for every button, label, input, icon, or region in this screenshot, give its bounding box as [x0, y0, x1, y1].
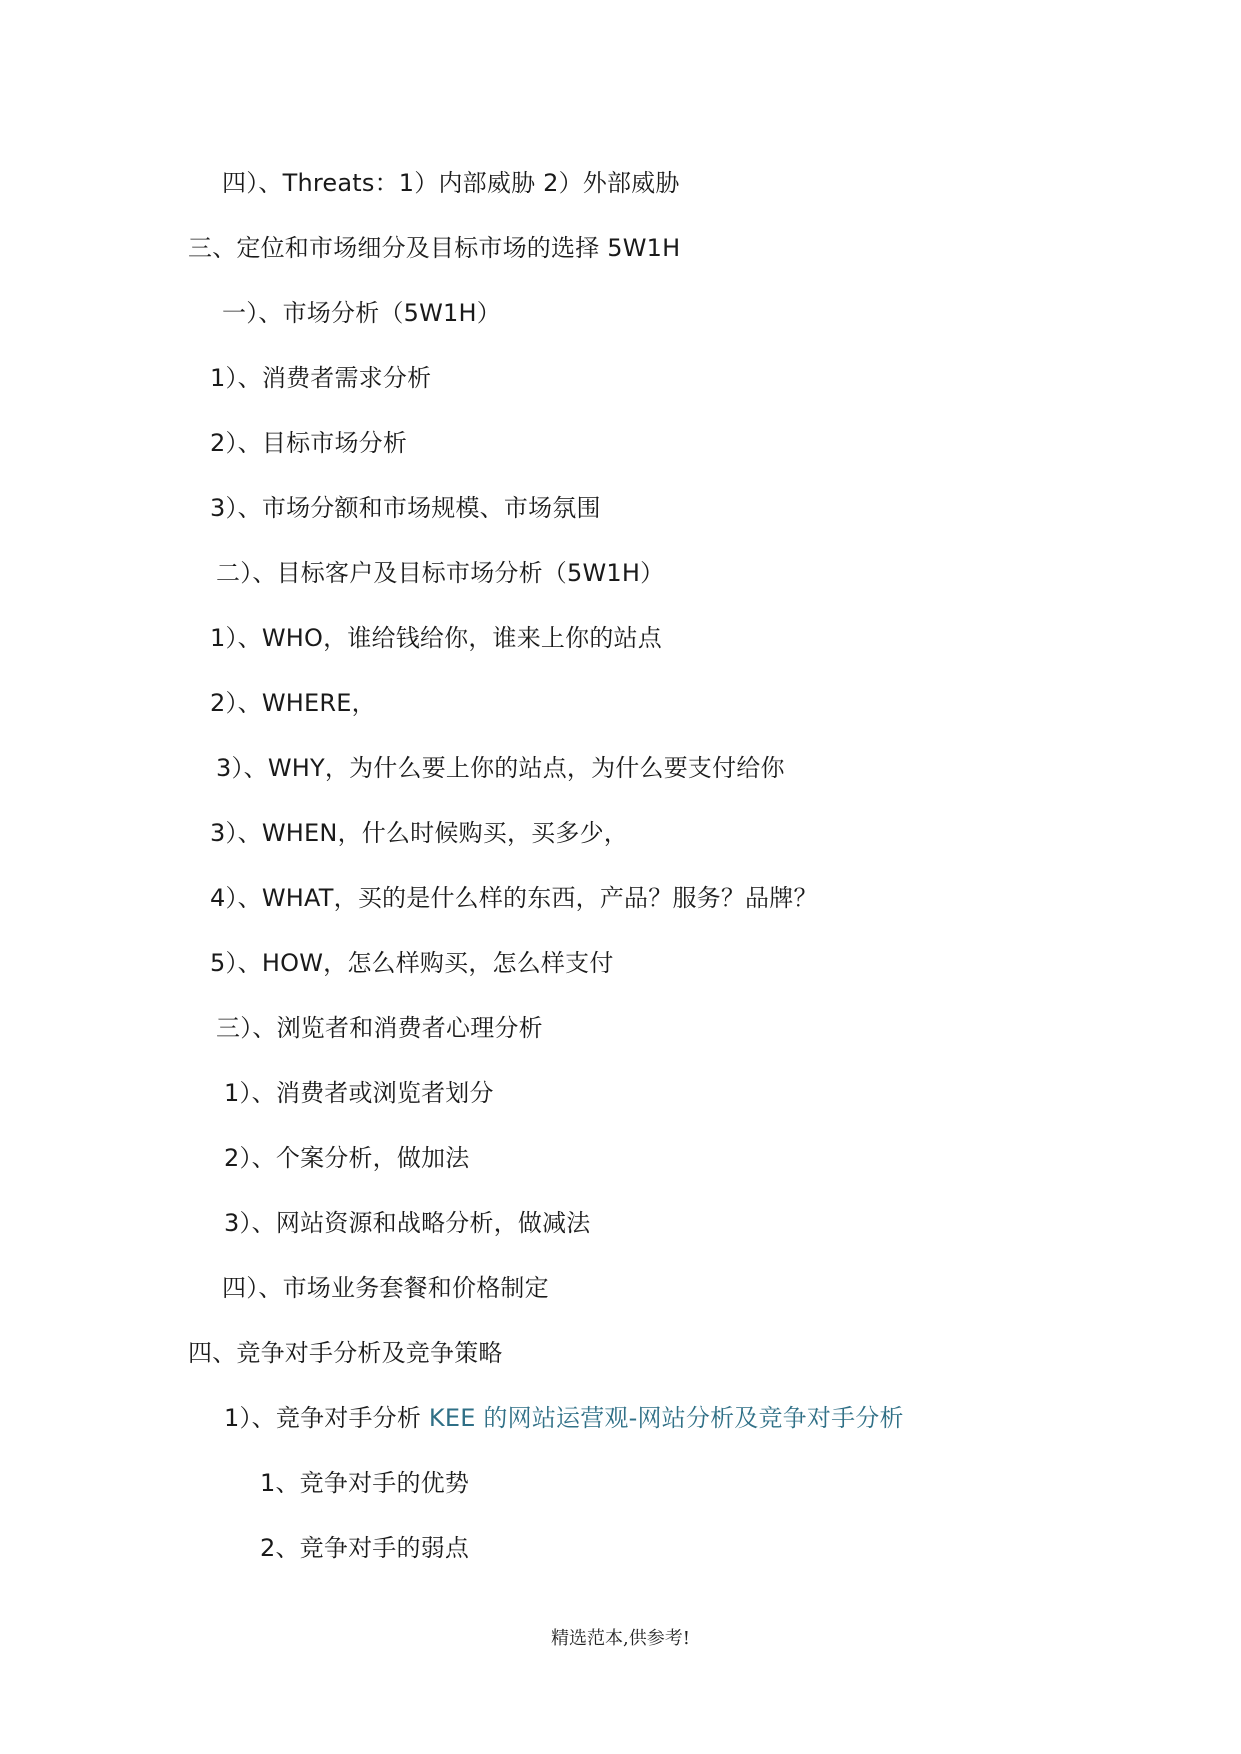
- subsection-heading: 一）、市场分析（5W1H）: [222, 299, 501, 327]
- doc-line: 2、竞争对手的弱点: [260, 1534, 470, 1562]
- article-link[interactable]: KEE 的网站运营观-网站分析及竞争对手分析: [428, 1404, 904, 1432]
- section-heading: 三、定位和市场细分及目标市场的选择 5W1H: [188, 234, 681, 262]
- doc-line: 1、竞争对手的优势: [260, 1469, 470, 1497]
- doc-line: 2）、目标市场分析: [210, 429, 408, 457]
- doc-line: 3）、网站资源和战略分析，做减法: [224, 1209, 591, 1237]
- doc-line: 1）、消费者或浏览者划分: [224, 1079, 494, 1107]
- section-heading: 四、竞争对手分析及竞争策略: [188, 1339, 503, 1367]
- doc-line: 1）、WHO，谁给钱给你，谁来上你的站点: [210, 624, 662, 652]
- doc-line: 3）、WHEN，什么时候购买，买多少，: [210, 819, 628, 847]
- doc-line-with-link: [224, 1403, 904, 1433]
- doc-line-text: 1）、竞争对手分析: [224, 1404, 422, 1432]
- doc-line: 4）、WHAT，买的是什么样的东西，产品？服务？品牌？: [210, 884, 818, 912]
- subsection-heading: 四）、市场业务套餐和价格制定: [222, 1274, 549, 1302]
- subsection-heading: 三）、浏览者和消费者心理分析: [216, 1014, 543, 1042]
- doc-line: 2）、WHERE，: [210, 689, 376, 717]
- doc-line: 5）、HOW，怎么样购买，怎么样支付: [210, 949, 614, 977]
- doc-line: 四）、Threats：1）内部威胁 2）外部威胁: [222, 169, 680, 197]
- page-footer: 精选范本,供参考!: [551, 1628, 690, 1649]
- doc-line: 2）、个案分析，做加法: [224, 1144, 470, 1172]
- doc-line: 3）、市场分额和市场规模、市场氛围: [210, 494, 601, 522]
- doc-line: 3）、WHY，为什么要上你的站点，为什么要支付给你: [216, 754, 785, 782]
- subsection-heading: 二）、目标客户及目标市场分析（5W1H）: [216, 559, 665, 587]
- doc-line: 1）、消费者需求分析: [210, 364, 432, 392]
